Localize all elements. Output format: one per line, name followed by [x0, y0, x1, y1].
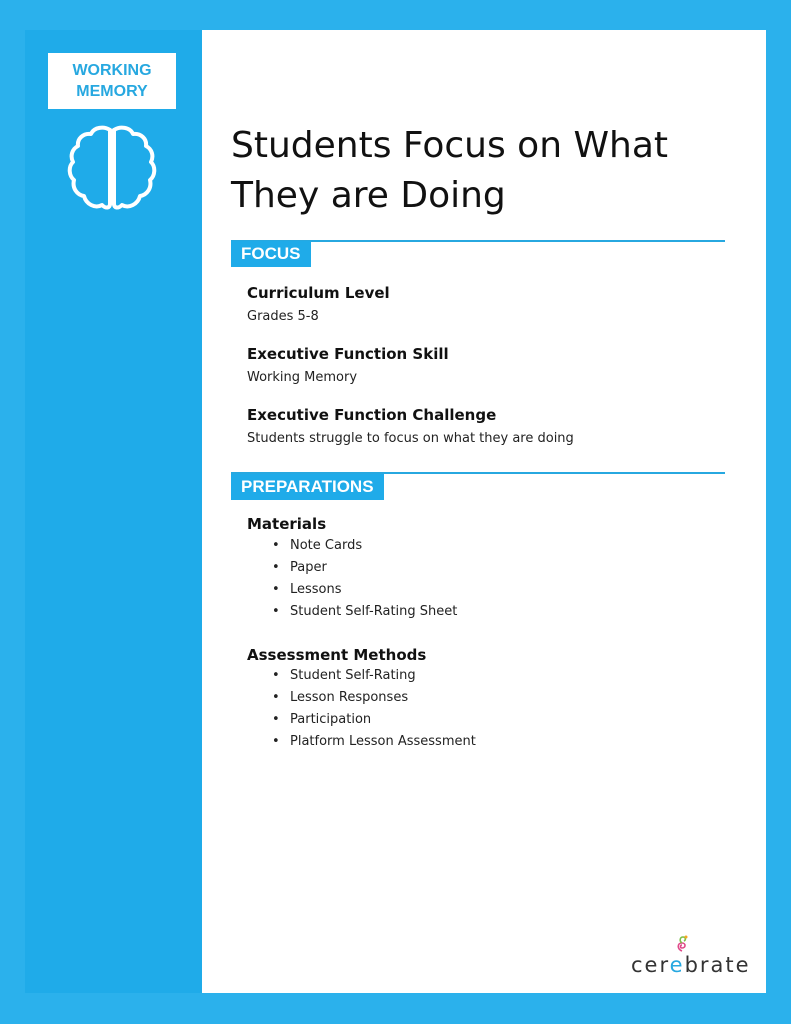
assessment-label: Assessment Methods — [247, 646, 427, 664]
list-item: • Note Cards — [272, 535, 457, 557]
title-line-1: Students Focus on What — [231, 125, 669, 166]
ef-skill-value: Working Memory — [247, 370, 358, 385]
ef-skill-label: Executive Function Skill — [247, 345, 449, 363]
curriculum-level-value: Grades 5-8 — [247, 309, 319, 324]
list-item: • Lesson Responses — [272, 687, 476, 709]
badge-line-2: MEMORY — [76, 83, 148, 100]
materials-label: Materials — [247, 515, 327, 533]
list-item: • Platform Lesson Assessment — [272, 731, 476, 753]
badge-line-1: WORKING — [72, 62, 152, 79]
focus-heading: FOCUS — [231, 241, 311, 267]
ef-challenge-label: Executive Function Challenge — [247, 406, 497, 424]
ef-challenge-value: Students struggle to focus on what they are doing — [247, 431, 574, 446]
curriculum-level-label: Curriculum Level — [247, 284, 390, 302]
title-line-2: They are Doing — [231, 175, 506, 216]
page-title — [231, 121, 731, 221]
list-item: • Participation — [272, 709, 476, 731]
swirl-icon — [674, 935, 690, 953]
list-item: • Student Self-Rating Sheet — [272, 601, 457, 623]
list-item: • Student Self-Rating — [272, 665, 476, 687]
assessment-list — [272, 665, 476, 753]
preparations-heading: PREPARATIONS — [231, 474, 384, 500]
logo-text: cerebrate — [631, 953, 751, 977]
list-item: • Lessons — [272, 579, 457, 601]
list-item: • Paper — [272, 557, 457, 579]
brain-icon — [66, 124, 158, 214]
cerebrate-logo — [631, 935, 751, 979]
materials-list — [272, 535, 457, 623]
topic-badge — [48, 53, 176, 109]
